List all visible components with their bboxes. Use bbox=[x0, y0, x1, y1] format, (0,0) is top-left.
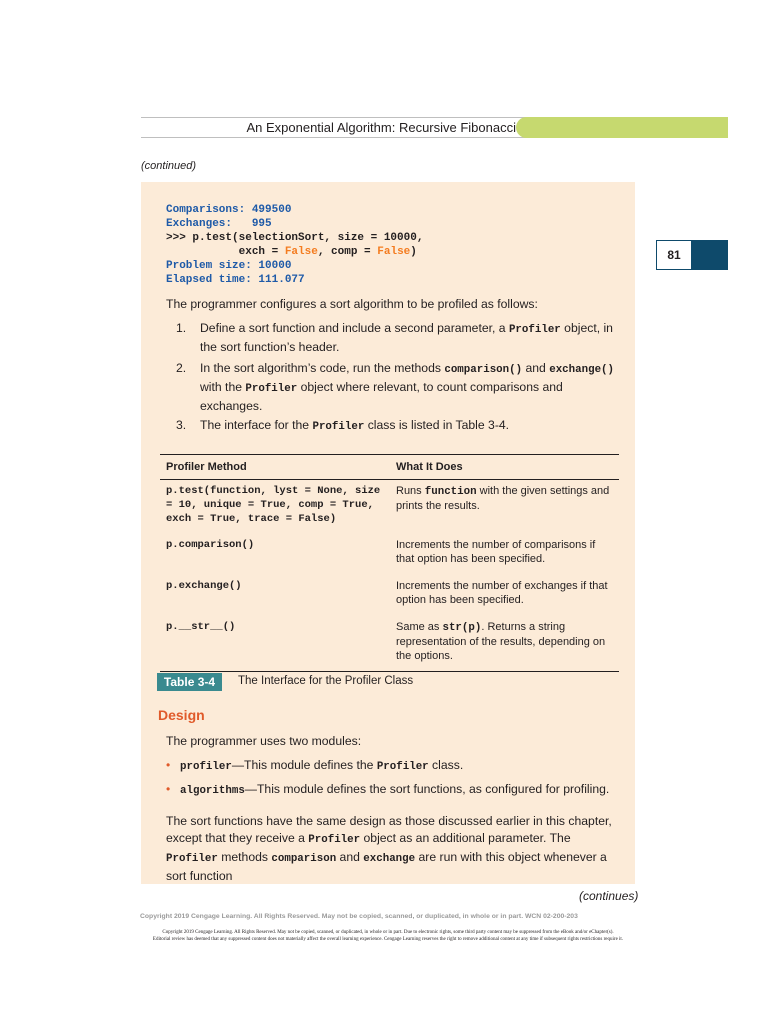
table-caption-label: Table 3-4 bbox=[157, 673, 222, 691]
header-accent-bar bbox=[516, 117, 728, 138]
code-command-line1: >>> p.test(selectionSort, size = 10000, bbox=[166, 232, 424, 244]
code-command-line2 bbox=[166, 245, 417, 259]
copyright-notice-line1: Copyright 2019 Cengage Learning. All Rights Reserved. May not be copied, scanned, or duplicated, in whole or in part. Due to electronic rights, some third party content may be suppressed from the eBook and/or eChapter(s). bbox=[162, 930, 614, 935]
table-row bbox=[160, 575, 619, 616]
bullet-text: algorithms—This module defines the sort functions, as configured for profiling. bbox=[180, 782, 610, 797]
page-number-tab bbox=[692, 240, 728, 270]
intro-paragraph: The programmer configures a sort algorithm to be profiled as follows: bbox=[166, 297, 538, 311]
design-paragraph: The sort functions have the same design as those discussed earlier in this chapter, except that they receive a Profiler object as an additional parameter. The Profiler methods comparison and exchange are run with this object whenever a sort function bbox=[166, 814, 612, 883]
table-header-row bbox=[160, 455, 619, 480]
page-number: 81 bbox=[656, 240, 692, 270]
code-comparisons: Comparisons: 499500 bbox=[166, 204, 292, 216]
step-text: Define a sort function and include a second parameter, a Profiler object, in the sort function’s header. bbox=[200, 321, 613, 354]
code-text: exch = bbox=[166, 246, 285, 258]
description-cell: Same as str(p). Returns a string representation of the results, depending on the options. bbox=[390, 616, 619, 672]
method-cell: p.__str__() bbox=[160, 616, 390, 672]
table-row bbox=[160, 616, 619, 672]
step-1 bbox=[176, 320, 621, 354]
description-cell: Increments the number of comparisons if that option has been specified. bbox=[396, 539, 596, 565]
profiler-interface-table bbox=[160, 454, 619, 672]
step-number: 2. bbox=[176, 361, 187, 375]
code-false-value: False bbox=[377, 246, 411, 258]
bullet-dot-icon: • bbox=[166, 758, 171, 772]
continued-label: (continued) bbox=[141, 160, 197, 172]
description-cell: Runs function with the given settings and prints the results. bbox=[396, 485, 610, 512]
table-header-description: What It Does bbox=[390, 455, 619, 480]
running-header-title: An Exponential Algorithm: Recursive Fibonacci bbox=[246, 120, 516, 135]
design-heading: Design bbox=[158, 707, 205, 723]
continues-label: (continues) bbox=[579, 889, 639, 903]
page-number-badge bbox=[656, 240, 728, 270]
code-problem-size: Problem size: 10000 bbox=[166, 260, 292, 272]
method-cell: p.exchange() bbox=[166, 580, 242, 592]
method-cell: p.test(function, lyst = None, size = 10, unique = True, comp = True, exch = True, trace = False) bbox=[166, 485, 387, 525]
table-row bbox=[160, 534, 619, 575]
bullet-text: profiler—This module defines the Profiler class. bbox=[180, 758, 464, 773]
code-false-value: False bbox=[284, 246, 318, 258]
step-number: 3. bbox=[176, 418, 187, 432]
step-2 bbox=[176, 360, 621, 411]
copyright-notice bbox=[88, 929, 688, 943]
table-caption-text: The Interface for the Profiler Class bbox=[238, 675, 414, 687]
description-cell: Increments the number of exchanges if that option has been specified. bbox=[396, 580, 608, 606]
step-3 bbox=[176, 417, 621, 434]
code-elapsed-time: Elapsed time: 111.077 bbox=[166, 274, 305, 286]
bullet-dot-icon: • bbox=[166, 782, 171, 796]
code-text: , comp = bbox=[317, 246, 378, 258]
step-text: In the sort algorithm’s code, run the methods comparison() and exchange() with the Profiler object where relevant, to count comparisons and exchanges. bbox=[200, 361, 615, 413]
bullet-item-profiler bbox=[166, 757, 621, 774]
code-text: ) bbox=[410, 246, 417, 258]
design-intro: The programmer uses two modules: bbox=[166, 734, 362, 748]
step-number: 1. bbox=[176, 321, 187, 335]
copyright-notice-line2: Editorial review has deemed that any suppressed content does not materially affect the overall learning experience. Cengage Learning reserves the right to remove additional content at any time if subsequent rights restrictions require it. bbox=[152, 937, 624, 942]
bullet-item-algorithms bbox=[166, 781, 621, 798]
table-header-method: Profiler Method bbox=[160, 455, 390, 480]
step-text: The interface for the Profiler class is listed in Table 3-4. bbox=[200, 418, 510, 433]
code-exchanges: Exchanges: 995 bbox=[166, 218, 272, 230]
copyright-line: Copyright 2019 Cengage Learning. All Rights Reserved. May not be copied, scanned, or duplicated, in whole or in part. WCN 02-200-203 bbox=[140, 913, 578, 920]
method-cell: p.comparison() bbox=[166, 539, 255, 551]
table-row bbox=[160, 480, 619, 535]
